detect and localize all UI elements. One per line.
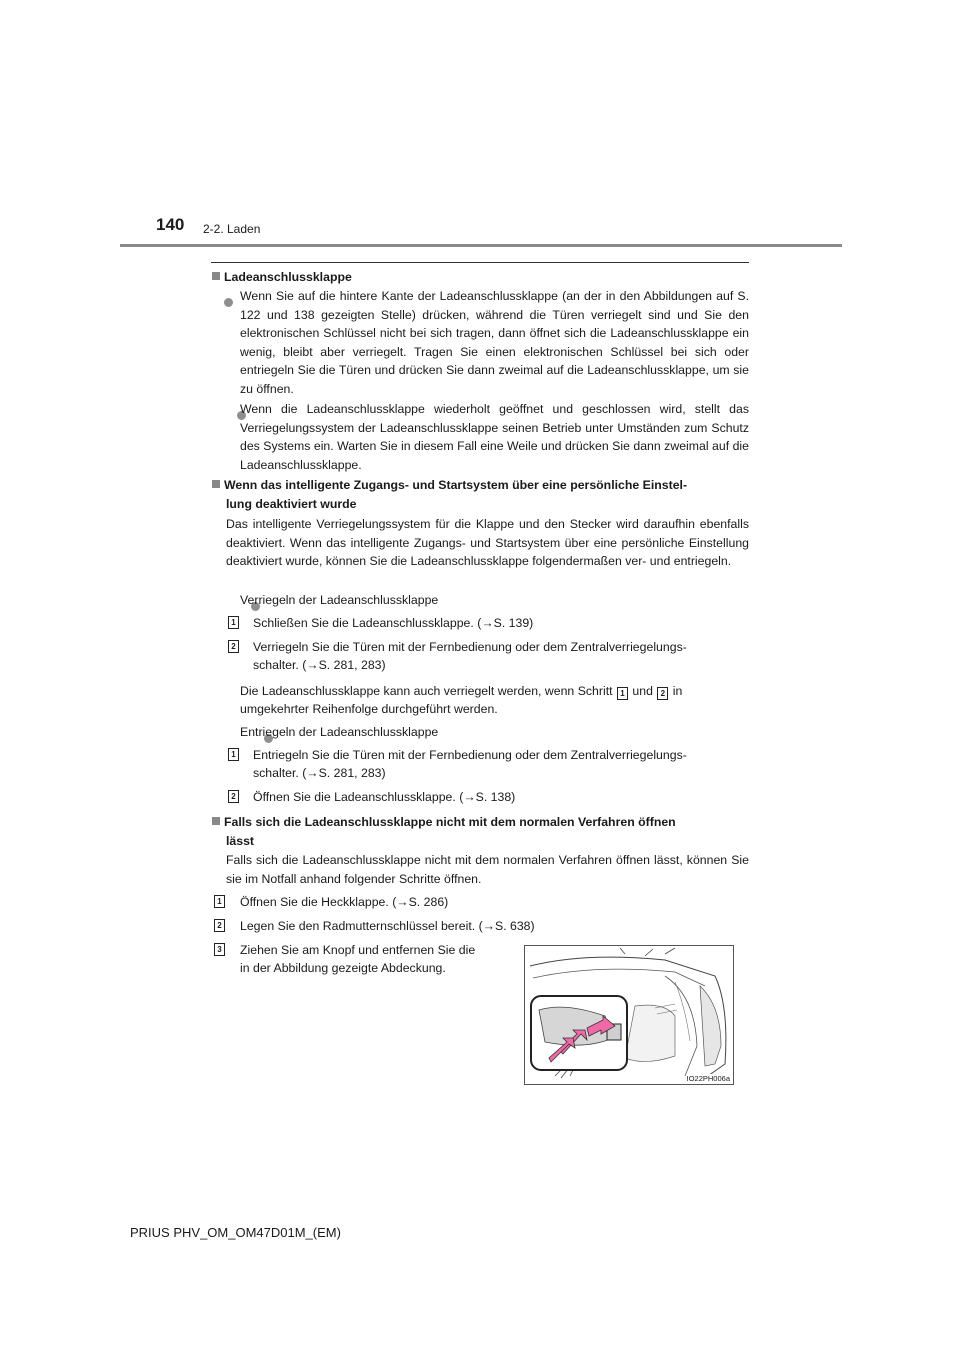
subsection-title: Verriegeln der Ladeanschlussklappe: [240, 593, 439, 607]
note-text: Die Ladeanschlussklappe kann auch verriegelt werden, wenn Schritt 1 und 2 in: [240, 684, 683, 698]
step-text: Legen Sie den Radmutternschlüssel bereit. (→S. 638): [240, 919, 535, 933]
step-text: Entriegeln Sie die Türen mit der Fernbedienung oder dem Zentralverriegelungs-: [253, 748, 687, 762]
step-number: 2: [228, 790, 239, 803]
section-heading-cont: lässt: [226, 834, 255, 848]
bullet-text: Wenn Sie auf die hintere Kante der Ladeanschlussklappe (an der in den Abbildungen auf S. 122 und 138 gezeigten Stelle) drücken, während die Türen verriegelt sind und Sie den elektronischen Schlüssel nicht bei sich tragen, dann öffnet sich die Ladeanschlussklappe ein wenig, bleibt aber verriegelt. Tragen Sie einen elektronischen Schlüssel bei sich oder entriegeln Sie die Türen und drücken Sie dann zweimal auf die Ladeanschlussklappe, um sie zu öffnen.: [240, 289, 749, 396]
section-heading: Ladeanschlussklappe: [212, 268, 352, 286]
section-intro: Das intelligente Verriegelungssystem für die Klappe und den Stecker wird daraufhin ebenfalls deaktiviert. Wenn das intelligente Zugangs- und Startsystem über eine persönliche Einstellung deaktiviert wurde, können Sie die Ladeanschlussklappe folgendermaßen ver- und entriegeln.: [226, 517, 749, 568]
figure-id: IO22PH006a: [686, 1074, 730, 1083]
footer-doc-id: PRIUS PHV_OM_OM47D01M_(EM): [130, 1225, 341, 1240]
step-ref: 1: [617, 687, 628, 700]
square-bullet-icon: [212, 817, 220, 825]
step-text-cont: schalter. (→S. 281, 283): [253, 766, 386, 780]
section-heading: Wenn das intelligente Zugangs- und Startsystem über eine persönliche Einstel-: [212, 476, 749, 494]
section-intro: Falls sich die Ladeanschlussklappe nicht mit dem normalen Verfahren öffnen lässt, können Sie sie im Notfall anhand folgender Schritte öffnen.: [226, 853, 749, 886]
step-number: 2: [228, 640, 239, 653]
step-text: Öffnen Sie die Heckklappe. (→S. 286): [240, 895, 449, 909]
subsection-title: Entriegeln der Ladeanschlussklappe: [240, 725, 439, 739]
step-text: Schließen Sie die Ladeanschlussklappe. (→S. 139): [253, 616, 534, 630]
content-divider: [211, 262, 749, 263]
illustration: [524, 945, 734, 1085]
step-text: Ziehen Sie am Knopf und entfernen Sie die: [240, 943, 476, 957]
header-divider: [120, 244, 842, 247]
step-text: Öffnen Sie die Ladeanschlussklappe. (→S. 138): [253, 790, 516, 804]
step-text: Verriegeln Sie die Türen mit der Fernbedienung oder dem Zentralverriegelungs-: [253, 640, 687, 654]
round-bullet-icon: [224, 298, 233, 307]
square-bullet-icon: [212, 480, 220, 488]
trunk-illustration: [525, 946, 733, 1084]
step-number: 2: [214, 919, 225, 932]
step-text-cont: schalter. (→S. 281, 283): [253, 658, 386, 672]
square-bullet-icon: [212, 272, 220, 280]
bullet-text: Wenn die Ladeanschlussklappe wiederholt geöffnet und geschlossen wird, stellt das Verriegelungssystem der Ladeanschlussklappe seinen Betrieb unter Umständen zum Schutz des Systems ein. Warten Sie in diesem Fall eine Weile und drücken Sie dann zweimal auf die Ladeanschlussklappe.: [240, 402, 749, 472]
step-number: 1: [214, 895, 225, 908]
section-title: 2-2. Laden: [203, 222, 261, 236]
step-number: 1: [228, 616, 239, 629]
note-text-cont: umgekehrter Reihenfolge durchgeführt werden.: [240, 702, 498, 716]
step-text-cont: in der Abbildung gezeigte Abdeckung.: [240, 961, 446, 975]
step-number: 3: [214, 943, 225, 956]
step-number: 1: [228, 748, 239, 761]
page-number: 140: [156, 215, 185, 234]
section-heading-cont: lung deaktiviert wurde: [226, 497, 357, 511]
section-heading: Falls sich die Ladeanschlussklappe nicht mit dem normalen Verfahren öffnen: [212, 813, 749, 831]
step-ref: 2: [657, 687, 668, 700]
